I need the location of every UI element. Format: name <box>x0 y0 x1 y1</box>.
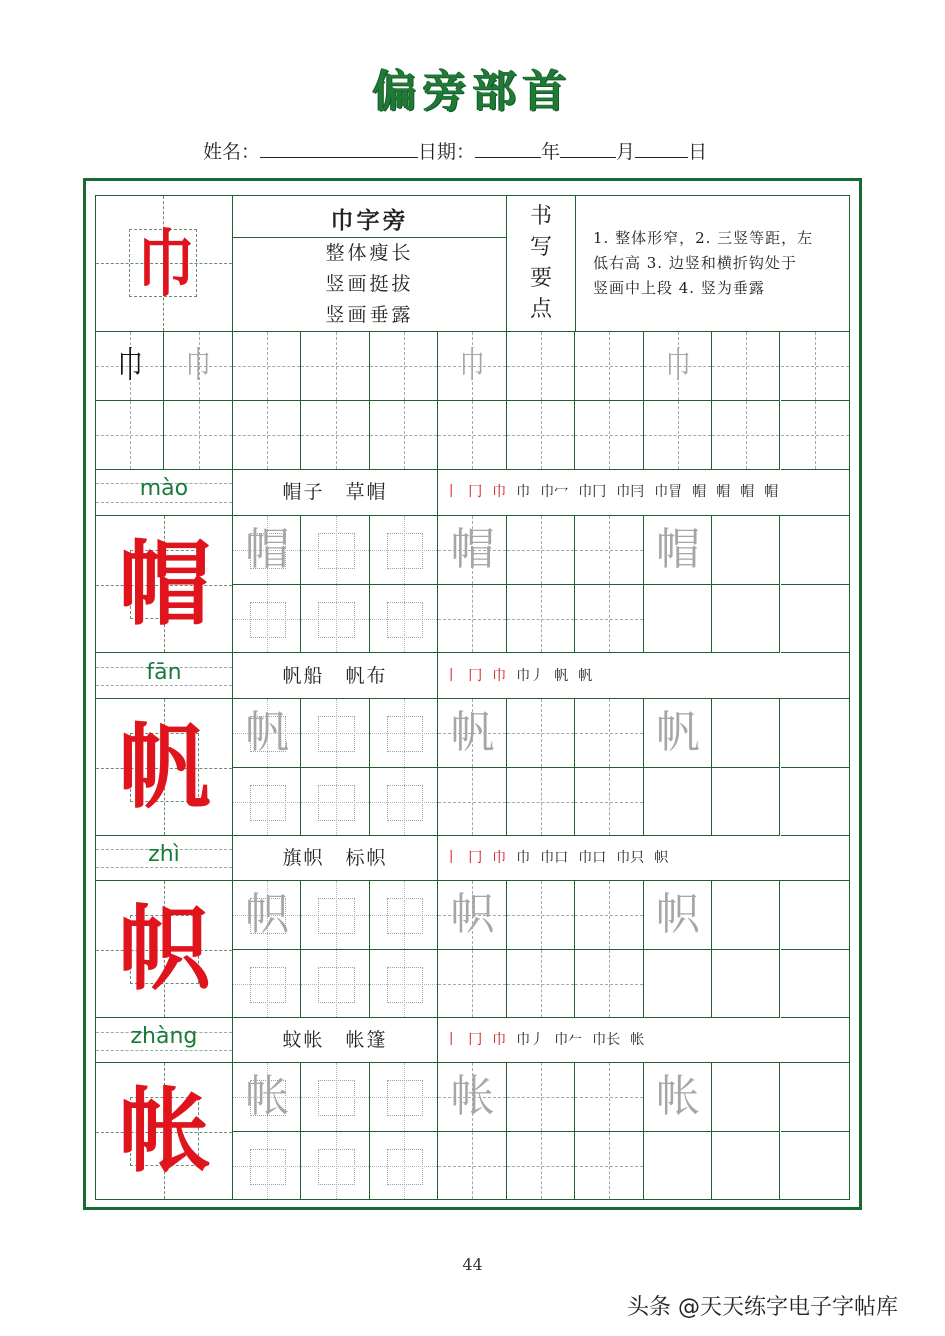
practice-cell[interactable] <box>370 585 438 654</box>
practice-cell[interactable] <box>712 1063 780 1132</box>
practice-cell[interactable] <box>233 950 301 1019</box>
trace-char: 帐 <box>245 1071 290 1122</box>
stroke-step: 冂 <box>468 484 483 500</box>
practice-cell[interactable] <box>96 401 164 470</box>
practice-cell[interactable] <box>575 401 643 470</box>
practice-cell[interactable] <box>575 768 643 837</box>
stroke-order-cell <box>438 653 849 699</box>
practice-cell[interactable] <box>507 516 575 585</box>
practice-cell[interactable] <box>370 950 438 1019</box>
date-label: 日期： <box>418 141 476 163</box>
practice-cell[interactable] <box>781 401 849 470</box>
practice-cell[interactable] <box>781 1063 849 1132</box>
stroke-step: 巾冃 <box>616 484 645 500</box>
stroke-step: 冂 <box>468 1032 483 1048</box>
practice-cell[interactable] <box>301 332 369 401</box>
practice-cell[interactable] <box>575 699 643 768</box>
practice-cell[interactable] <box>507 1132 575 1201</box>
stroke-order <box>444 469 788 516</box>
practice-cell[interactable] <box>370 401 438 470</box>
feature-2: 竖画挺拔 <box>325 273 414 295</box>
practice-cell[interactable] <box>370 1132 438 1201</box>
practice-cell[interactable] <box>301 881 369 950</box>
stroke-step: 丨 <box>444 484 459 500</box>
trace-char: 帐 <box>450 1071 495 1122</box>
practice-cell[interactable] <box>507 768 575 837</box>
day-field[interactable] <box>635 143 688 158</box>
stroke-step: 巾𠂉 <box>554 1032 583 1048</box>
trace-char: 帆 <box>655 707 700 758</box>
practice-cell[interactable] <box>438 332 506 401</box>
stroke-step: 丨 <box>444 668 459 684</box>
practice-cell[interactable] <box>781 516 849 585</box>
practice-cell[interactable] <box>301 768 369 837</box>
practice-cell[interactable] <box>644 585 712 654</box>
points-label-char: 写 <box>529 235 552 260</box>
model-char-cell <box>96 1063 233 1200</box>
trace-char: 巾 <box>665 345 691 386</box>
model-char-cell <box>96 516 233 653</box>
practice-cell[interactable] <box>712 585 780 654</box>
example-words: 帆船 帆布 <box>282 665 388 687</box>
practice-cell[interactable] <box>781 768 849 837</box>
stroke-order-cell <box>438 469 849 516</box>
trace-char: 帽 <box>450 524 495 575</box>
stroke-step: 巾 <box>492 484 507 500</box>
practice-cell[interactable] <box>301 1063 369 1132</box>
practice-cell[interactable] <box>781 1132 849 1201</box>
stroke-step: 帽 <box>740 484 755 500</box>
stroke-step: 巾冖 <box>540 484 569 500</box>
trace-char: 帜 <box>655 889 700 940</box>
stroke-step: 帽 <box>764 484 779 500</box>
example-words: 蚊帐 帐篷 <box>282 1029 388 1051</box>
page-title: 偏旁部首 <box>372 66 573 117</box>
trace-char: 巾 <box>459 345 486 386</box>
trace-char: 帜 <box>245 889 290 940</box>
writing-points-label-cell <box>507 196 576 332</box>
practice-cell[interactable] <box>301 1132 369 1201</box>
practice-cell[interactable] <box>575 1132 643 1201</box>
stroke-step: 冂 <box>468 850 483 866</box>
practice-cell[interactable] <box>575 585 643 654</box>
tip-line-1: 1. 整体形窄，2. 三竖等距，左 <box>593 229 814 247</box>
practice-cell[interactable] <box>575 1063 643 1132</box>
practice-cell[interactable] <box>438 950 506 1019</box>
stroke-step: 巾冂 <box>578 484 607 500</box>
header-title-cell <box>233 196 507 238</box>
stroke-step: 巾丿 <box>516 668 545 684</box>
stroke-order <box>444 835 678 881</box>
model-char: 帜 <box>118 896 211 1003</box>
trace-char: 帽 <box>245 524 290 575</box>
stroke-step: 巾 <box>492 1032 507 1048</box>
points-label-char: 书 <box>529 204 552 229</box>
practice-cell[interactable] <box>781 699 849 768</box>
radical-model-char: 巾 <box>137 222 195 306</box>
year-field[interactable] <box>475 143 541 158</box>
practice-cell[interactable] <box>644 332 712 401</box>
practice-cell[interactable] <box>438 881 506 950</box>
practice-cell[interactable] <box>507 699 575 768</box>
day-label: 日 <box>688 141 708 163</box>
stroke-step: 帽 <box>716 484 731 500</box>
stroke-step: 巾只 <box>616 850 645 866</box>
points-label-char: 要 <box>529 266 552 291</box>
practice-cell[interactable] <box>438 1132 506 1201</box>
practice-cell[interactable] <box>301 950 369 1019</box>
stroke-step: 帐 <box>630 1032 645 1048</box>
practice-cell[interactable] <box>233 699 301 768</box>
practice-cell[interactable] <box>164 332 232 401</box>
name-field[interactable] <box>260 143 418 158</box>
year-label: 年 <box>541 141 561 163</box>
practice-cell[interactable] <box>507 332 575 401</box>
practice-cell[interactable] <box>507 881 575 950</box>
pinyin: zhàng <box>130 1024 198 1050</box>
trace-char: 帐 <box>655 1071 700 1122</box>
practice-cell[interactable] <box>438 699 506 768</box>
month-field[interactable] <box>560 143 616 158</box>
pinyin-cell <box>96 653 233 699</box>
practice-cell[interactable] <box>644 1063 712 1132</box>
practice-cell[interactable] <box>644 401 712 470</box>
practice-cell[interactable] <box>233 1063 301 1132</box>
practice-cell[interactable] <box>301 699 369 768</box>
practice-cell[interactable] <box>233 401 301 470</box>
practice-cell[interactable] <box>644 699 712 768</box>
practice-cell[interactable] <box>781 950 849 1019</box>
radical-model-small: 巾 <box>117 345 143 386</box>
pinyin: mào <box>139 475 189 501</box>
practice-cell[interactable] <box>575 950 643 1019</box>
practice-cell[interactable] <box>575 332 643 401</box>
practice-cell[interactable] <box>301 516 369 585</box>
writing-tips-cell <box>576 196 849 332</box>
practice-cell[interactable] <box>370 332 438 401</box>
practice-cell[interactable] <box>712 401 780 470</box>
stroke-step: 巾口 <box>540 850 569 866</box>
practice-cell[interactable] <box>781 881 849 950</box>
stroke-step: 巾口 <box>578 850 607 866</box>
trace-char: 巾 <box>186 345 212 386</box>
practice-cell[interactable] <box>233 881 301 950</box>
practice-cell[interactable] <box>233 332 301 401</box>
stroke-step: 巾 <box>492 850 507 866</box>
stroke-step: 帽 <box>692 484 707 500</box>
practice-cell[interactable] <box>644 1132 712 1201</box>
example-words-cell <box>233 469 438 516</box>
practice-cell[interactable] <box>712 699 780 768</box>
header-radical-cell <box>96 196 233 332</box>
example-words: 旗帜 标帜 <box>282 847 388 869</box>
stroke-step: 帆 <box>554 668 569 684</box>
worksheet-table <box>95 195 850 1200</box>
points-label-char: 点 <box>529 297 552 322</box>
practice-cell[interactable] <box>712 1132 780 1201</box>
practice-cell[interactable] <box>301 401 369 470</box>
name-label: 姓名： <box>203 141 261 163</box>
stroke-order-cell <box>438 835 849 881</box>
stroke-step: 丨 <box>444 1032 459 1048</box>
practice-cell[interactable] <box>233 768 301 837</box>
stroke-step: 巾丿 <box>516 1032 545 1048</box>
practice-cell[interactable] <box>781 585 849 654</box>
practice-cell[interactable] <box>438 585 506 654</box>
header-features-cell <box>233 238 507 332</box>
trace-char: 帽 <box>655 524 700 575</box>
model-char: 帐 <box>118 1078 211 1185</box>
stroke-step: 巾 <box>516 850 531 866</box>
practice-cell[interactable] <box>370 1063 438 1132</box>
feature-3: 竖画垂露 <box>325 304 414 326</box>
practice-cell[interactable] <box>370 699 438 768</box>
stroke-order <box>444 1018 654 1063</box>
model-char: 帽 <box>118 531 211 638</box>
stroke-step: 巾 <box>492 668 507 684</box>
pinyin-cell <box>96 1018 233 1063</box>
practice-cell[interactable] <box>438 401 506 470</box>
practice-cell[interactable] <box>712 516 780 585</box>
watermark: 头条 @天天练字电子字帖库 <box>627 1295 898 1320</box>
practice-cell[interactable] <box>438 516 506 585</box>
pinyin-cell <box>96 835 233 881</box>
stroke-step: 帆 <box>578 668 593 684</box>
example-words-cell <box>233 1018 438 1063</box>
model-char-cell <box>96 699 233 836</box>
practice-cell[interactable] <box>370 881 438 950</box>
pinyin-cell <box>96 469 233 516</box>
practice-cell[interactable] <box>164 401 232 470</box>
radical-name: 巾字旁 <box>330 207 409 234</box>
example-words-cell <box>233 835 438 881</box>
stroke-step: 巾 <box>516 484 531 500</box>
practice-cell[interactable] <box>712 950 780 1019</box>
name-date-line <box>203 137 707 164</box>
pinyin: fān <box>146 659 182 685</box>
practice-cell[interactable] <box>301 585 369 654</box>
pinyin: zhì <box>148 841 180 867</box>
month-label: 月 <box>616 141 636 163</box>
model-char: 帆 <box>118 714 211 821</box>
practice-cell[interactable] <box>370 516 438 585</box>
practice-cell[interactable] <box>575 881 643 950</box>
practice-cell[interactable] <box>438 1063 506 1132</box>
practice-cell[interactable] <box>233 516 301 585</box>
practice-cell[interactable] <box>781 332 849 401</box>
practice-cell[interactable] <box>507 401 575 470</box>
stroke-step: 帜 <box>654 850 669 866</box>
example-words-cell <box>233 653 438 699</box>
stroke-step: 巾长 <box>592 1032 621 1048</box>
model-char-cell <box>96 881 233 1018</box>
practice-cell[interactable] <box>96 332 164 401</box>
practice-cell[interactable] <box>644 768 712 837</box>
practice-cell[interactable] <box>644 950 712 1019</box>
practice-cell[interactable] <box>644 881 712 950</box>
page-number: 44 <box>462 1255 483 1274</box>
practice-cell[interactable] <box>507 950 575 1019</box>
stroke-order-cell <box>438 1018 849 1063</box>
stroke-step: 冂 <box>468 668 483 684</box>
stroke-step: 丨 <box>444 850 459 866</box>
practice-cell[interactable] <box>712 768 780 837</box>
stroke-step: 巾冒 <box>654 484 683 500</box>
feature-1: 整体瘦长 <box>325 242 414 264</box>
practice-cell[interactable] <box>438 768 506 837</box>
practice-cell[interactable] <box>233 1132 301 1201</box>
practice-cell[interactable] <box>507 1063 575 1132</box>
practice-cell[interactable] <box>507 585 575 654</box>
trace-char: 帜 <box>450 889 495 940</box>
example-words: 帽子 草帽 <box>282 481 388 503</box>
practice-cell[interactable] <box>644 516 712 585</box>
tip-line-3: 竖画中上段 4. 竖为垂露 <box>593 279 765 297</box>
practice-cell[interactable] <box>370 768 438 837</box>
practice-cell[interactable] <box>712 332 780 401</box>
practice-cell[interactable] <box>233 585 301 654</box>
tip-line-2: 低右高 3. 边竖和横折钩处于 <box>593 254 797 272</box>
trace-char: 帆 <box>450 707 495 758</box>
trace-char: 帆 <box>245 707 290 758</box>
practice-cell[interactable] <box>575 516 643 585</box>
practice-cell[interactable] <box>712 881 780 950</box>
stroke-order <box>444 653 602 699</box>
